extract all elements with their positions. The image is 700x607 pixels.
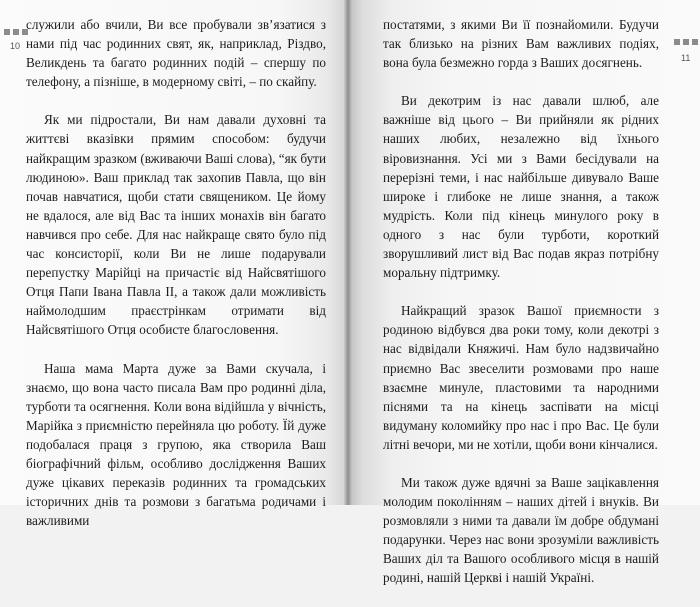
paragraph: Найкращий зразок Вашої приємности з родиною відбувся два роки тому, коли декотрі з нас відвідали Княжичі. Нам було надзвичайно приємно Вас звеселити розмовами про наше взаємне минуле, пластовими та народними піснями та на кінець заспівати на місці видуманy коломийку про нас і про Вас. Це були літні вечори, ми не хотіли, щоби вони кінчалися. (383, 303, 659, 452)
paragraph: Ми також дуже вдячні за Ваше зацікавлення молодим поколінням – наших дітей і внуків. Ви розмовляли з ними та давали їм добре обдумані подарунки. Через нас вони зрозуміли важливість Ваших діл та Вашого особливого місця в нашій родині, нашій Церкві і нашій Україні. (383, 474, 659, 586)
book-gutter (344, 0, 352, 505)
page-marker-squares (4, 29, 28, 35)
left-page (0, 0, 348, 529)
paragraph: Як ми підростали, Ви нам давали духовні та життєві вказівки прямим способом: будучи найкращим зразком (вживаючи Ваші слова), “як бути людиною». Ваш приклад так захопив Павла, що він почав навчатися, щоби стати священиком. Це йому не вдалося, але від Вас та інших монахів він багато навчився про себе. Для нас найкраще свято було під час консисторії, коли Ви не лише подарували перепустку Марійці на причастіє від Найсвятішого Отця Папи Івана Павла ІІ, а також дали можливість наймолодшим праєстрінкам отримати від Найсвятішого Отця особисте благословення. (26, 112, 326, 338)
paragraph: Ви декотрим із нас давали шлюб, але важніше від цього – Ви прийняли як рідних наших любих, незалежно від їхнього віровизнання. Усі ми з Вами бесідували на перерізні теми, і нас найбільше дивувало Ваше широке і глибоке не лише знання, а також мудрість. Коли під кінець минулого року в одного з нас були турботи, короткий зворушливий лист від Вас подав якраз потрібну моральну підтримку. (383, 93, 659, 281)
text-column (26, 15, 326, 549)
page-number: 10 (10, 41, 21, 51)
paragraph: служили або вчили, Ви все пробували зв’язатися з нами під час родинних свят, як, наприклад, Різдво, Великдень та багато родинних подій – спершу по телефону, а пізніше, в модерному світі, – по скайпу. (26, 17, 326, 90)
text-column (383, 15, 659, 607)
page-marker-squares (674, 39, 698, 45)
page-number: 11 (681, 53, 691, 63)
paragraph: Наша мама Марта дуже за Вами скучала, і знаємо, що вона часто писала Вам про родинні діла, турботи та осягнення. Коли вона відійшла у вічність, Марійка з приємністю перейняла цю роботу. Їй дуже подобалася праця з групою, яка створила Ваш біографічний фільм, особливо дослідження Ваших дуже цікавих переказів родинних та громадських історичних днів та розмови з багатьма родичами і важливими (26, 360, 326, 529)
paragraph: постатями, з якими Ви її познайомили. Будучи так близько на різних Вам важливих подіях, вона була безмежно горда з Ваших досягнень. (383, 17, 659, 71)
